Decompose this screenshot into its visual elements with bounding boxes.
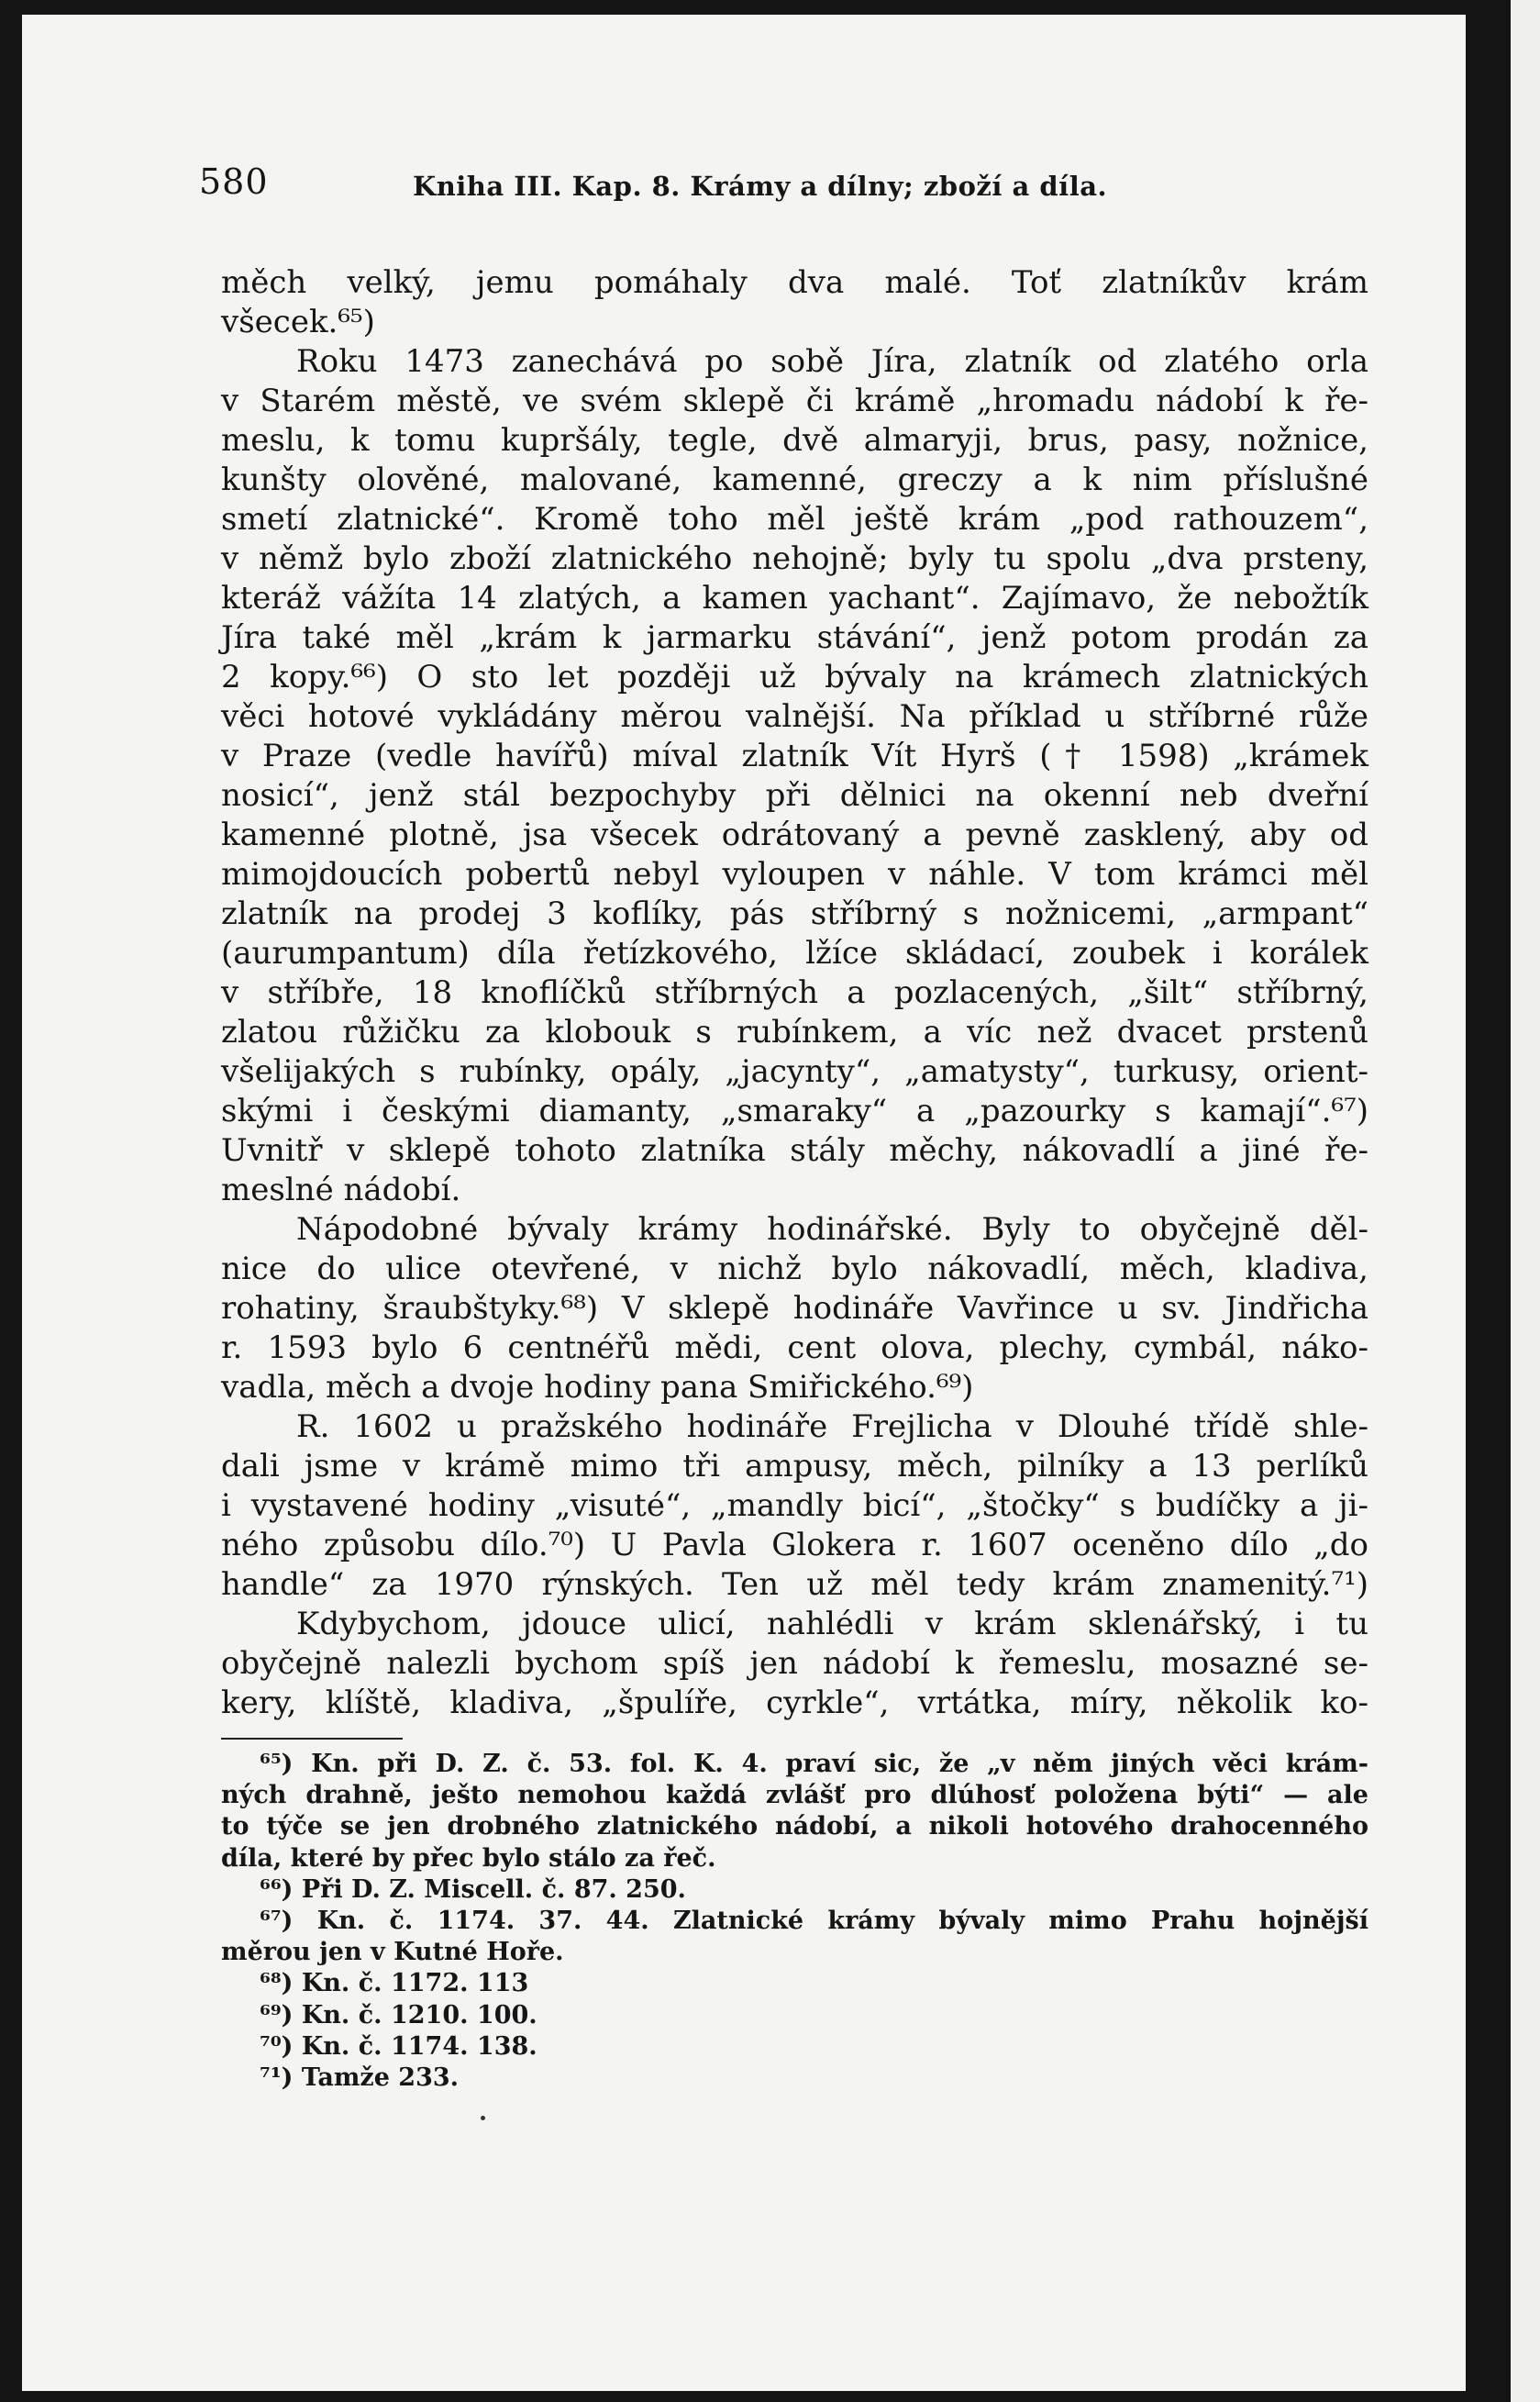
- footnote-line: ⁶⁷) Kn. č. 1174. 37. 44. Zlatnické krámy bývaly mimo Prahu hojnější: [260, 1906, 1368, 1935]
- body-line: Jíra také měl „krám k jarmarku stávání“, jenž potom prodán za: [221, 619, 1368, 656]
- body-text: [221, 263, 1368, 1723]
- body-line: r. 1593 bylo 6 centnéřů mědi, cent olova, plechy, cymbál, náko-: [221, 1329, 1368, 1366]
- body-line: obyčejně nalezli bychom spíš jen nádobí k řemeslu, mosazné se-: [221, 1645, 1368, 1682]
- footnote-line: díla, které by přec bylo stálo za řeč.: [221, 1843, 716, 1873]
- body-line: nosicí“, jenž stál bezpochyby při dělnici na okenní neb dveřní: [221, 777, 1368, 814]
- body-line: vadla, měch a dvoje hodiny pana Smiřického.⁶⁹): [221, 1369, 974, 1406]
- body-line: ného způsobu dílo.⁷⁰) U Pavla Glokera r. 1607 oceněno dílo „do: [221, 1527, 1368, 1563]
- body-line: věci hotové vykládány měrou valnější. Na příklad u stříbrné růže: [221, 698, 1368, 735]
- body-line: zlatník na prodej 3 koflíky, pás stříbrný s nožnicemi, „armpant“: [221, 895, 1368, 932]
- body-line: kteráž vážíta 14 zlatých, a kamen yachant“. Zajímavo, že nebožtík: [221, 580, 1368, 617]
- body-line: v Starém městě, ve svém sklepě či krámě „hromadu nádobí k ře-: [221, 383, 1368, 419]
- next-page-edge: [1511, 0, 1540, 2402]
- body-line: Nápodobné bývaly krámy hodinářské. Byly to obyčejně děl-: [296, 1211, 1368, 1248]
- body-line: v stříbře, 18 knoflíčků stříbrných a pozlacených, „šilt“ stříbrný,: [221, 974, 1368, 1011]
- print-speck: [481, 2116, 485, 2120]
- body-line: kunšty olověné, malované, kamenné, greczy a k nim příslušné: [221, 461, 1368, 498]
- body-line: kamenné plotně, jsa všecek odrátovaný a pevně zasklený, aby od: [221, 817, 1368, 853]
- footnote-line: ných drahně, ješto nemohou každá zvlášť pro dlúhosť položena býti“ — ale: [221, 1781, 1368, 1810]
- body-line: (aurumpantum) díla řetízkového, lžíce skládací, zoubek i korálek: [221, 935, 1368, 972]
- body-line: meslné nádobí.: [221, 1172, 461, 1208]
- body-line: R. 1602 u pražského hodináře Frejlicha v Dlouhé třídě shle-: [296, 1408, 1368, 1445]
- footnote-line: měrou jen v Kutné Hoře.: [221, 1938, 564, 1967]
- body-line: 2 kopy.⁶⁶) O sto let později už bývaly na krámech zlatnických: [221, 659, 1368, 695]
- footnote-line: ⁷¹) Tamže 233.: [260, 2063, 460, 2092]
- body-line: smetí zlatnické“. Kromě toho měl ještě krám „pod rathouzem“,: [221, 501, 1368, 538]
- body-line: i vystavené hodiny „visuté“, „mandly bicí“, „štočky“ s budíčky a ji-: [221, 1487, 1368, 1524]
- body-line: všecek.⁶⁵): [221, 304, 375, 340]
- footnote-line: ⁷⁰) Kn. č. 1174. 138.: [260, 2031, 537, 2061]
- body-line: v němž bylo zboží zlatnického nehojně; byly tu spolu „dva prsteny,: [221, 540, 1368, 577]
- body-line: Kdybychom, jdouce ulicí, nahlédli v krám sklenářský, i tu: [296, 1606, 1368, 1642]
- footnote-line: ⁶⁶) Při D. Z. Miscell. č. 87. 250.: [260, 1874, 686, 1904]
- body-line: skými i českými diamanty, „smaraky“ a „pazourky s kamají“.⁶⁷): [221, 1093, 1368, 1129]
- footnotes: [221, 1749, 1368, 2094]
- page-header: [199, 161, 1391, 207]
- page-number: 580: [199, 161, 269, 202]
- body-line: měch velký, jemu pomáhaly dva malé. Toť zlatníkův krám: [221, 264, 1368, 301]
- footnote-line: to týče se jen drobného zlatnického nádobí, a nikoli hotového drahocenného: [221, 1812, 1368, 1841]
- body-line: zlatou růžičku za klobouk s rubínkem, a víc než dvacet prstenů: [221, 1014, 1368, 1051]
- body-line: Uvnitř v sklepě tohoto zlatníka stály měchy, nákovadlí a jiné ře-: [221, 1132, 1368, 1169]
- body-line: v Praze (vedle havířů) míval zlatník Vít Hyrš († 1598) „krámek: [221, 738, 1368, 774]
- footnote-line: ⁶⁹) Kn. č. 1210. 100.: [260, 2000, 537, 2029]
- body-line: nice do ulice otevřené, v nichž bylo nákovadlí, měch, kladiva,: [221, 1251, 1368, 1287]
- body-line: všelijakých s rubínky, opály, „jacynty“, „amatysty“, turkusy, orient-: [221, 1053, 1368, 1090]
- body-line: handle“ za 1970 rýnských. Ten už měl tedy krám znamenitý.⁷¹): [221, 1566, 1368, 1603]
- body-line: kery, klíště, kladiva, „špulíře, cyrkle“, vrtátka, míry, několik ko-: [221, 1685, 1368, 1721]
- footnote-line: ⁶⁵) Kn. při D. Z. č. 53. fol. K. 4. praví sic, že „v něm jiných věci krám-: [260, 1750, 1368, 1778]
- body-line: rohatiny, šraubštyky.⁶⁸) V sklepě hodináře Vavřince u sv. Jindřicha: [221, 1290, 1368, 1327]
- body-line: dali jsme v krámě mimo tři ampusy, měch, pilníky a 13 perlíků: [221, 1448, 1368, 1485]
- running-title: Kniha III. Kap. 8. Krámy a dílny; zboží a díla.: [413, 171, 1108, 202]
- body-line: mimojdoucích pobertů nebyl vyloupen v náhle. V tom krámci měl: [221, 856, 1368, 893]
- footnote-line: ⁶⁸) Kn. č. 1172. 113: [260, 1969, 529, 1998]
- footnote-rule: [221, 1738, 403, 1740]
- body-line: Roku 1473 zanechává po sobě Jíra, zlatník od zlatého orla: [296, 343, 1368, 380]
- body-line: meslu, k tomu kupršály, tegle, dvě almaryji, brus, pasy, nožnice,: [221, 422, 1368, 459]
